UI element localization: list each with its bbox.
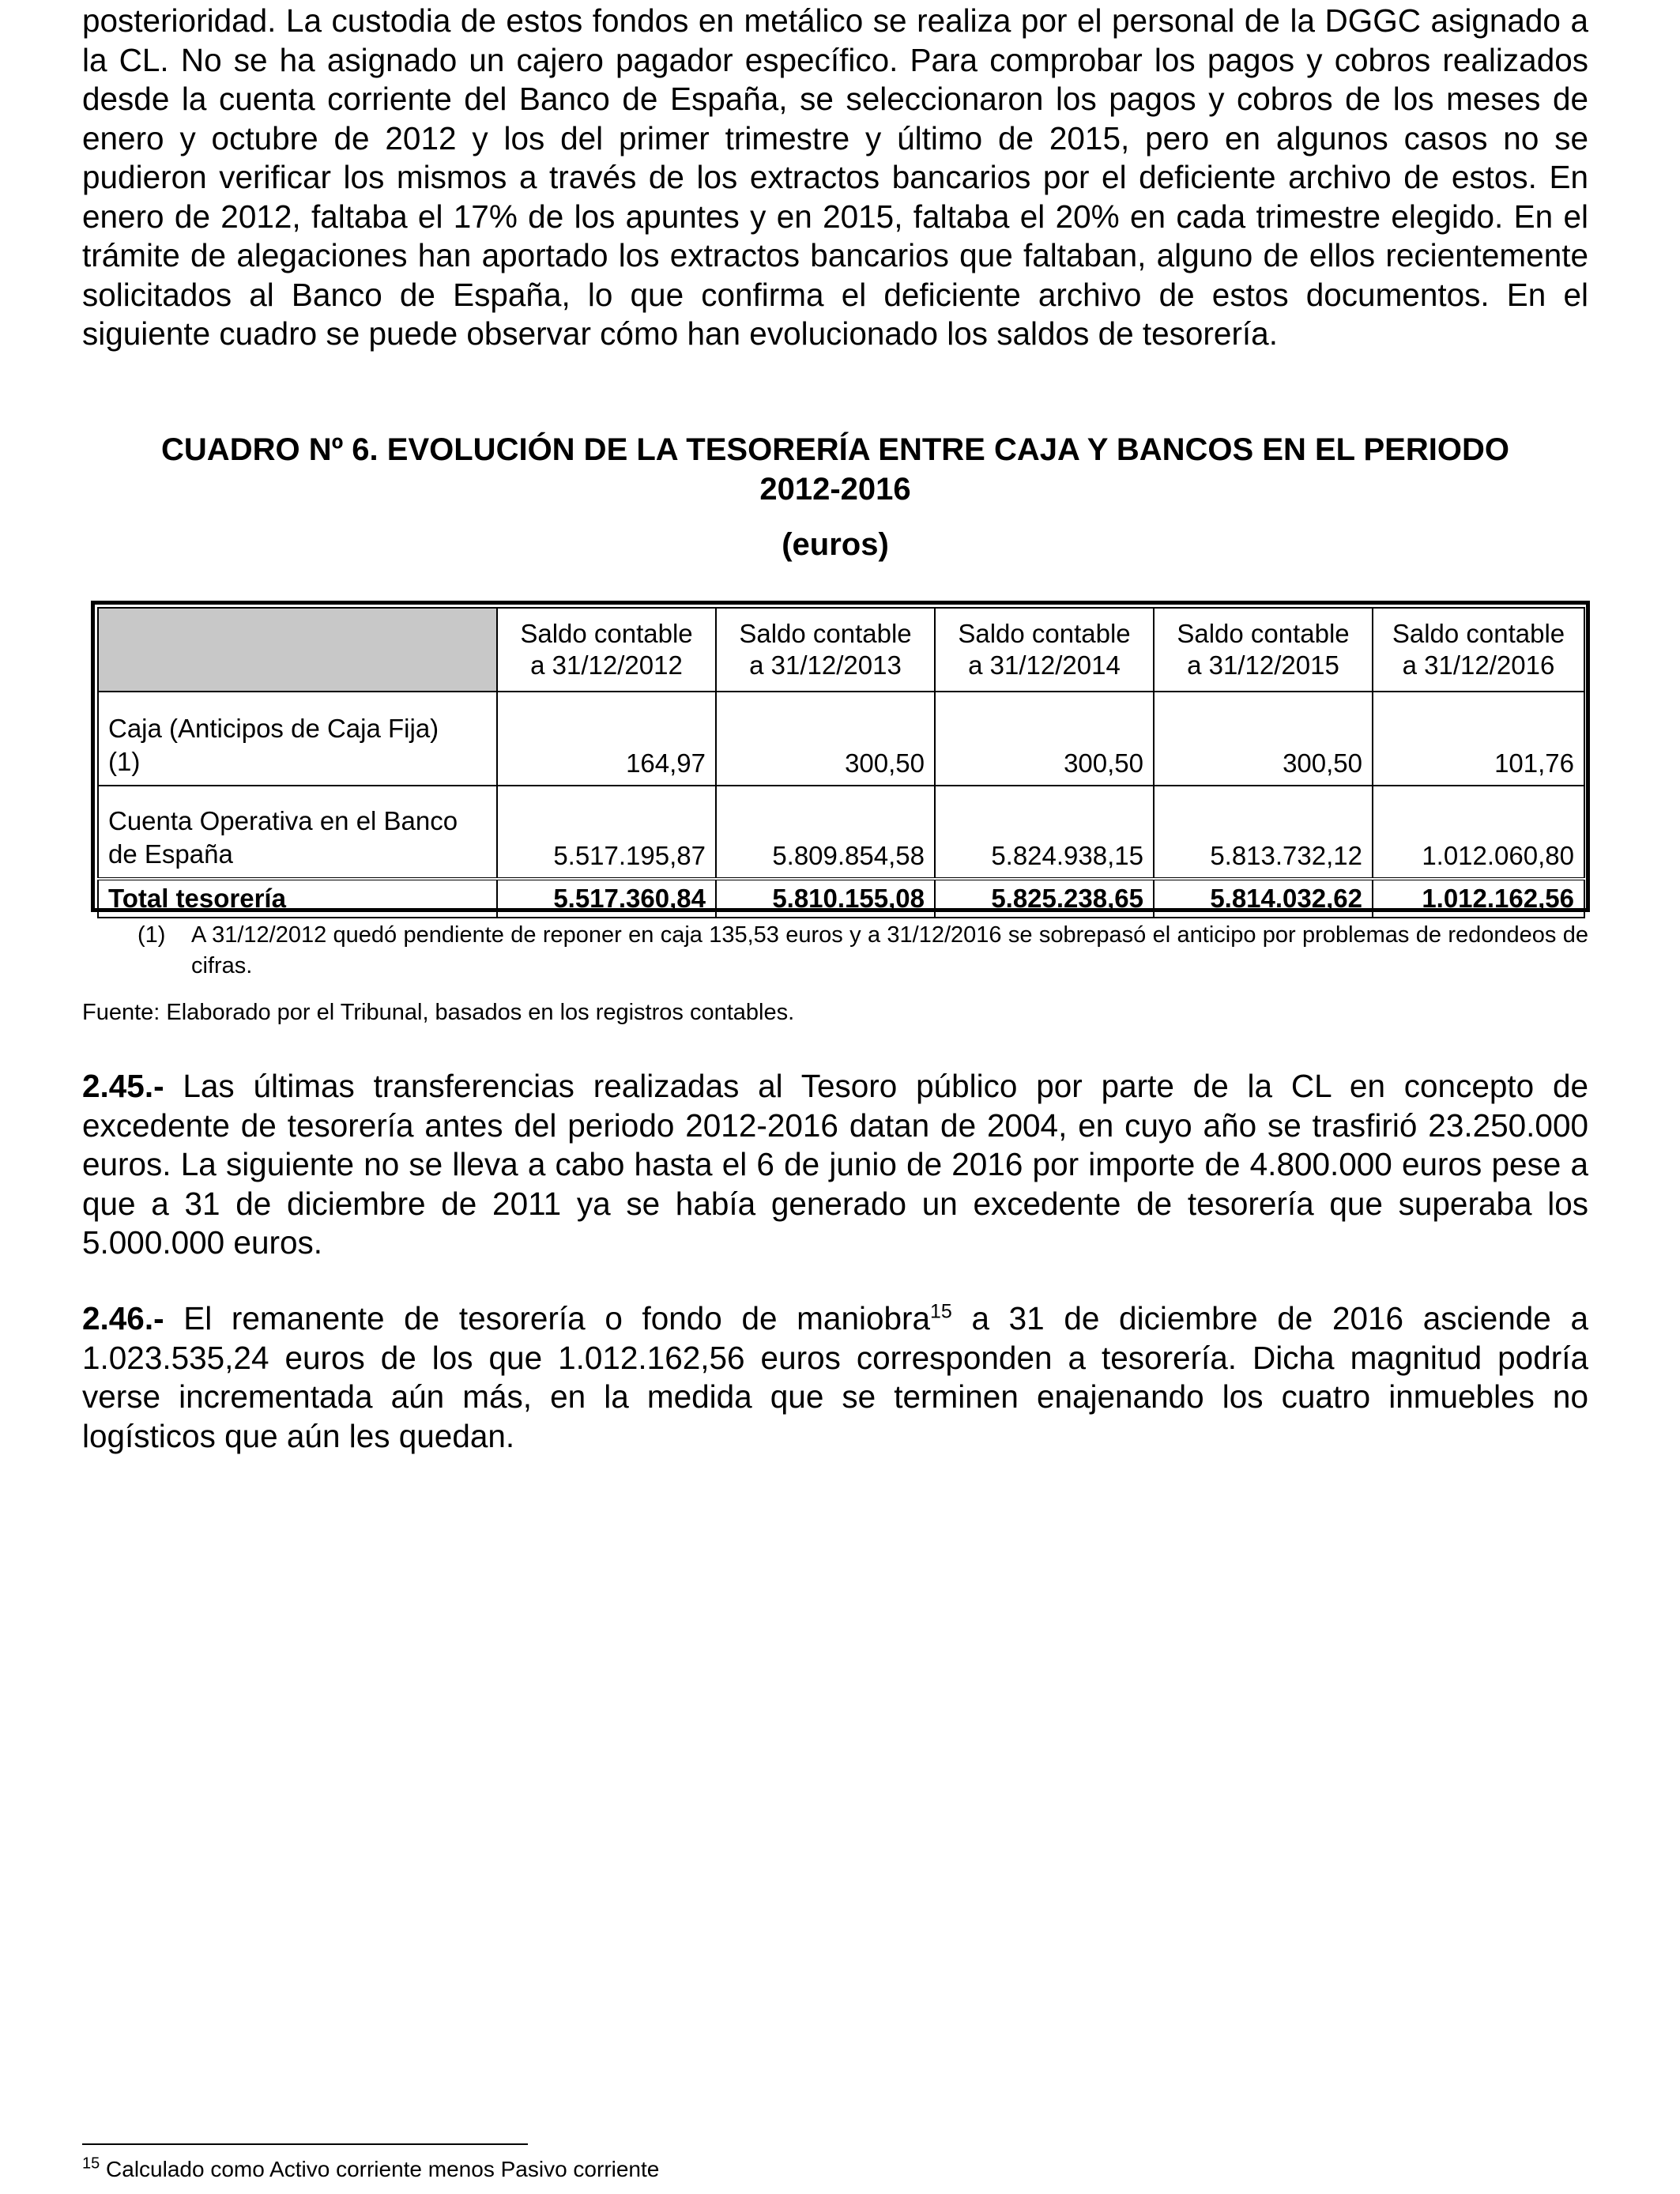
table-source: Fuente: Elaborado por el Tribunal, basados en los registros contables. [82,1000,795,1025]
intro-paragraph: posterioridad. La custodia de estos fondos en metálico se realiza por el personal de la DGGC asignado a la CL. No se ha asignado un cajero pagador específico. Para comprobar los pagos y cobros realizados desde la cuenta corriente del Banco de España, se seleccionaron los pagos y cobros de los meses de enero y octubre de 2012 y los del primer trimestre y último de 2015, pero en algunos casos no se pudieron verificar los mismos a través de los extractos bancarios por el deficiente archivo de estos. En enero de 2012, faltaba el 17% de los apuntes y en 2015, faltaba el 20% en cada trimestre elegido. En el trámite de alegaciones han aportado los extractos bancarios que faltaban, alguno de ellos recientemente solicitados al Banco de España, lo que confirma el deficiente archivo de estos documentos. En el siguiente cuadro se puede observar cómo han evolucionado los saldos de tesorería. [82,2,1588,352]
footnote-reference: 15 [930,1300,952,1323]
table-cell: 5.810.155,08 [716,879,935,918]
table-cell: 5.517.360,84 [497,879,716,918]
column-header: Saldo contable a 31/12/2013 [716,608,935,692]
column-header: Saldo contable a 31/12/2012 [497,608,716,692]
paragraph-number: 2.46.- [82,1300,164,1336]
paragraph-text: a 31 de diciembre de 2016 asciende a 1.023.535,24 euros de los que 1.012.162,56 euros corresponden a tesorería. Dicha magnitud podría verse incrementada aún más, en la medida que se terminen enajenando los cuatro inmuebles no logísticos que aún les quedan. [82,1300,1588,1454]
table-title-line1: CUADRO Nº 6. EVOLUCIÓN DE LA TESORERÍA ENTRE CAJA Y BANCOS EN EL PERIODO [161,432,1509,467]
paragraph-number: 2.45.- [82,1068,164,1104]
paragraph-text: Las últimas transferencias realizadas al Tesoro público por parte de la CL en concepto de excedente de tesorería antes del periodo 2012-2016 datan de 2004, en cuyo año se trasfirió 23.250.000 euros. La siguiente no se lleva a cabo hasta el 6 de junio de 2016 por importe de 4.800.000 euros pese a que a 31 de diciembre de 2011 ya se había generado un excedente de tesorería que superaba los 5.000.000 euros. [82,1068,1588,1261]
column-header: Saldo contable a 31/12/2015 [1154,608,1373,692]
table-cell: 1.012.060,80 [1373,786,1584,879]
row-label: Cuenta Operativa en el Banco de España [98,786,497,879]
table-note-number: (1) [137,922,166,948]
footnote-separator [82,2143,528,2145]
table-cell: 5.809.854,58 [716,786,935,879]
table-cell: 5.517.195,87 [497,786,716,879]
table-cell: 300,50 [716,692,935,786]
column-header: Saldo contable a 31/12/2014 [935,608,1154,692]
table-cell: 5.813.732,12 [1154,786,1373,879]
table-cell: 300,50 [935,692,1154,786]
table-cell: 5.824.938,15 [935,786,1154,879]
table-title [82,430,1588,509]
footnote [82,2156,659,2183]
row-label: Caja (Anticipos de Caja Fija) (1) [98,692,497,786]
paragraph-2-45 [82,1067,1588,1263]
table-row-total [98,879,1584,918]
footnote-text: Calculado como Activo corriente menos Pasivo corriente [100,2157,660,2181]
paragraph-2-46 [82,1299,1588,1456]
row-label: Total tesorería [98,879,497,918]
table-cell: 5.814.032,62 [1154,879,1373,918]
table-cell: 164,97 [497,692,716,786]
table-corner-cell [98,608,497,692]
paragraph-text: El remanente de tesorería o fondo de maniobra [164,1300,931,1336]
treasury-table [97,607,1585,918]
column-header: Saldo contable a 31/12/2016 [1373,608,1584,692]
table-header-row [98,608,1584,692]
footnote-number: 15 [82,2154,100,2173]
table-note-text: A 31/12/2012 quedó pendiente de reponer en caja 135,53 euros y a 31/12/2016 se sobrepasó el anticipo por problemas de redondeos de cifras. [191,922,1588,978]
table-cell: 5.825.238,65 [935,879,1154,918]
table-row-caja [98,692,1584,786]
table-cell: 101,76 [1373,692,1584,786]
table-title-line2: 2012-2016 [759,472,911,507]
table-row-banco [98,786,1584,879]
table-units: (euros) [782,527,889,562]
table-cell: 300,50 [1154,692,1373,786]
table-cell: 1.012.162,56 [1373,879,1584,918]
